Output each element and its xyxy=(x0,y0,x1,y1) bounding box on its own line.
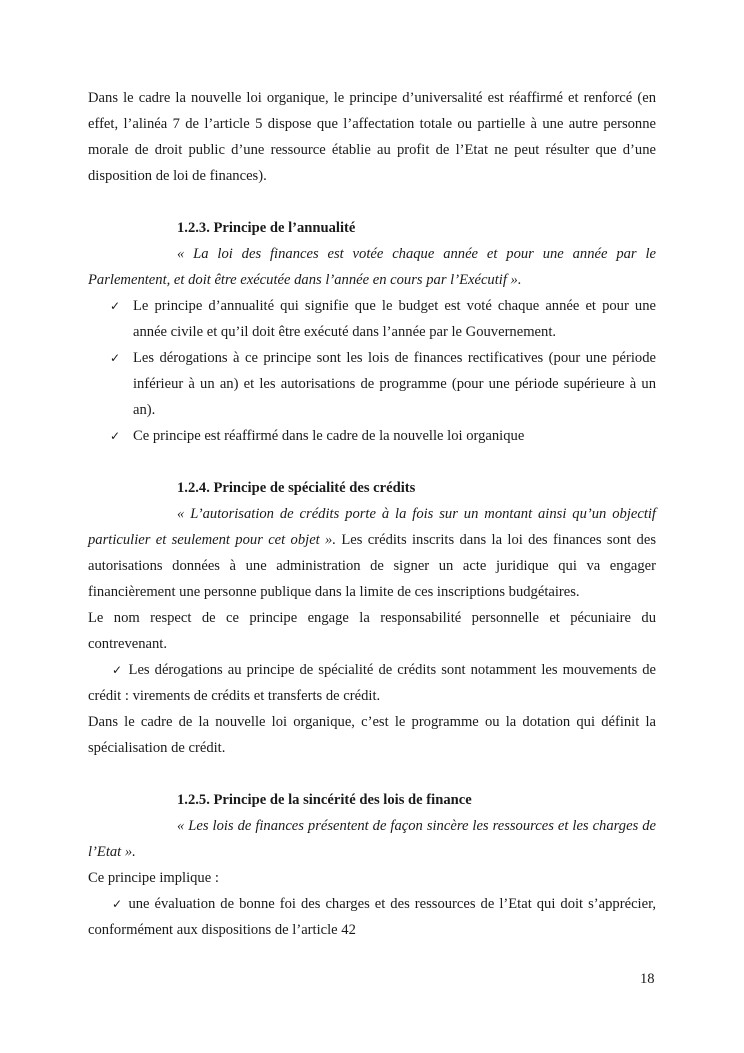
intro-paragraph: Dans le cadre la nouvelle loi organique, le principe d’universalité est réaffirmé et renforcé (en effet, l’alinéa 7 de l’article 5 dispose que l’affectation totale ou partielle à une autre personne morale de droit public d’une ressource établie au profit de l’Etat ne peut résulter que d’une disposition de loi de finances). xyxy=(88,90,656,184)
document-page xyxy=(88,85,656,943)
page-number: 18 xyxy=(640,971,655,987)
quote-annualite: « La loi des finances est votée chaque année et pour une année par le Parlementent, et doit être exécutée dans l’année en cours par l’Exécutif ». xyxy=(88,246,656,288)
list-item: ✓ Les dérogations à ce principe sont les lois de finances rectificatives (pour une période inférieur à un an) et les autorisations de programme (pour une période supérieure à un an). xyxy=(88,345,656,423)
section-heading-sincerite: 1.2.5. Principe de la sincérité des lois de finance xyxy=(177,792,472,808)
paragraph: Ce principe implique : xyxy=(88,870,219,886)
list-item: ✓ une évaluation de bonne foi des charges et des ressources de l’Etat qui doit s’apprécier, conformément aux dispositions de l’article 42 xyxy=(88,896,656,938)
checkmark-icon: ✓ xyxy=(112,663,124,677)
checkmark-icon: ✓ xyxy=(110,351,121,365)
checkmark-icon: ✓ xyxy=(110,299,121,313)
list-item: ✓ Les dérogations au principe de spécialité de crédits sont notamment les mouvements de crédit : virements de crédits et transferts de crédit. xyxy=(88,662,656,704)
quote-specialite: « L’autorisation de crédits porte à la fois sur un montant ainsi qu’un objectif particulier et seulement pour cet objet ». Les crédits inscrits dans la loi des finances sont des autorisations données à une administration de signer un acte juridique qui va engager financièrement une personne publique dans la limite de ces inscriptions budgétaires. xyxy=(88,506,657,600)
list-item: ✓ Ce principe est réaffirmé dans le cadre de la nouvelle loi organique xyxy=(88,423,656,449)
checkmark-icon: ✓ xyxy=(112,897,124,911)
checkmark-icon: ✓ xyxy=(110,429,121,443)
quote-sincerite: « Les lois de finances présentent de façon sincère les ressources et les charges de l’Etat ». xyxy=(88,818,656,860)
paragraph: Dans le cadre de la nouvelle loi organique, c’est le programme ou la dotation qui définit la spécialisation de crédit. xyxy=(88,714,656,756)
section-heading-specialite: 1.2.4. Principe de spécialité des crédits xyxy=(177,480,416,496)
paragraph: Le nom respect de ce principe engage la responsabilité personnelle et pécuniaire du contrevenant. xyxy=(88,610,656,652)
section-heading-annualite: 1.2.3. Principe de l’annualité xyxy=(177,220,356,236)
bullet-list-annualite xyxy=(88,293,656,449)
list-item: ✓ Le principe d’annualité qui signifie que le budget est voté chaque année et pour une année civile et qu’il doit être exécuté dans l’année par le Gouvernement. xyxy=(88,293,656,345)
